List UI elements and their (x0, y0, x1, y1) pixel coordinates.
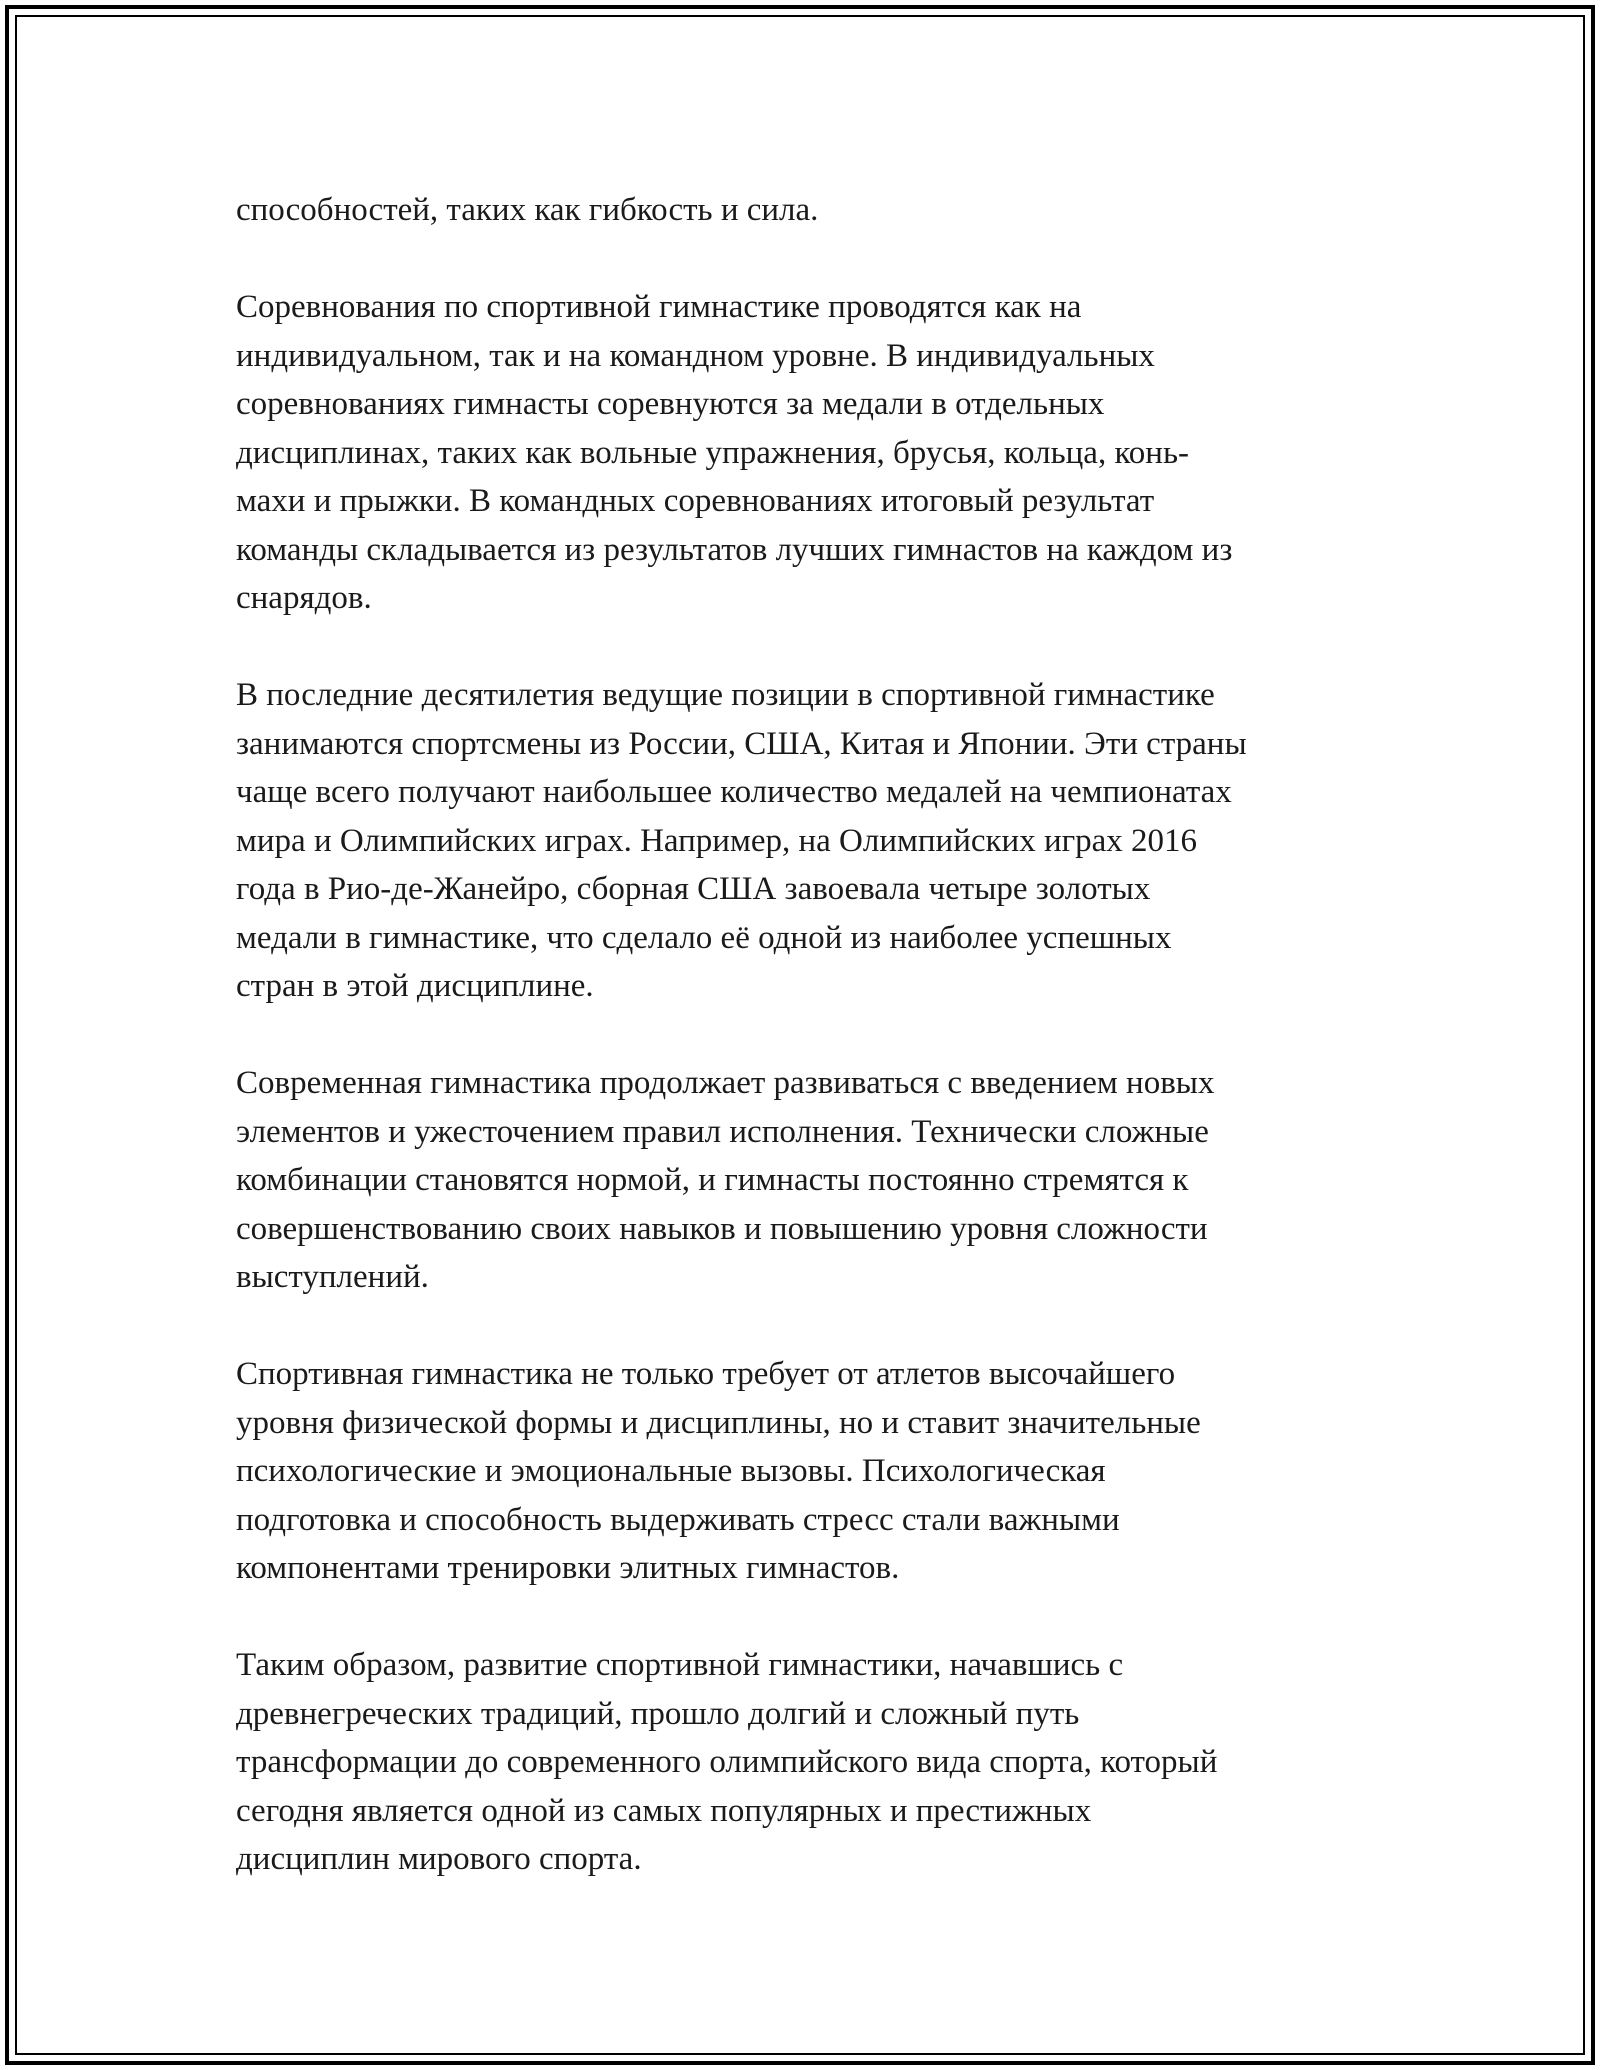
text-line: способностей, таких как гибкость и сила. (236, 192, 819, 228)
text-line: совершенствованию своих навыков и повышению уровня сложности (236, 1210, 1208, 1247)
text-line: года в Рио-де-Жанейро, сборная США завоевала четыре золотых (236, 871, 1151, 907)
text-line: Таким образом, развитие спортивной гимнастики, начавшись с (236, 1647, 1124, 1683)
text-line: выступлений. (236, 1259, 429, 1295)
text-line: команды складывается из результатов лучших гимнастов на каждом из (236, 531, 1233, 568)
text-line: махи и прыжки. В командных соревнованиях итоговый результат (236, 483, 1155, 519)
text-line: уровня физической формы и дисциплины, но и ставит значительные (236, 1404, 1201, 1441)
text-line: занимаются спортсмены из России, США, Китая и Японии. Эти страны (236, 725, 1247, 762)
text-line: компонентами тренировки элитных гимнастов. (236, 1550, 900, 1586)
text-line: подготовка и способность выдерживать стресс стали важными (236, 1501, 1120, 1538)
paragraph-6 (236, 1641, 1386, 1884)
text-line: сегодня является одной из самых популярных и престижных (236, 1792, 1092, 1829)
text-line: древнегреческих традиций, прошло долгий и сложный путь (236, 1695, 1080, 1732)
text-line: Современная гимнастика продолжает развиваться с введением новых (236, 1065, 1215, 1101)
paragraph-5 (236, 1350, 1386, 1593)
paragraph-2 (236, 283, 1386, 623)
text-line: индивидуальном, так и на командном уровне. В индивидуальных (236, 337, 1155, 374)
text-line: комбинации становятся нормой, и гимнасты постоянно стремятся к (236, 1162, 1189, 1198)
document-body (236, 186, 1386, 1884)
text-line: медали в гимнастике, что сделало её одной из наиболее успешных (236, 919, 1172, 956)
text-line: стран в этой дисциплине. (236, 968, 594, 1004)
text-line: чаще всего получают наибольшее количество медалей на чемпионатах (236, 774, 1232, 810)
text-line: трансформации до современного олимпийского вида спорта, который (236, 1744, 1218, 1780)
text-line: Соревнования по спортивной гимнастике проводятся как на (236, 289, 1082, 325)
text-line: соревнованиях гимнасты соревнуются за медали в отдельных (236, 386, 1105, 422)
text-line: элементов и ужесточением правил исполнения. Технически сложные (236, 1113, 1209, 1150)
paragraph-1 (236, 186, 1386, 235)
text-line: дисциплин мирового спорта. (236, 1841, 642, 1877)
paragraph-4 (236, 1059, 1386, 1302)
text-line: Спортивная гимнастика не только требует от атлетов высочайшего (236, 1356, 1176, 1392)
text-line: дисциплинах, таких как вольные упражнения, брусья, кольца, конь- (236, 434, 1190, 471)
text-line: психологические и эмоциональные вызовы. Психологическая (236, 1453, 1106, 1489)
text-line: мира и Олимпийских играх. Например, на Олимпийских играх 2016 (236, 822, 1198, 859)
paragraph-3 (236, 671, 1386, 1011)
text-line: снарядов. (236, 580, 372, 616)
text-line: В последние десятилетия ведущие позиции в спортивной гимнастике (236, 677, 1215, 713)
